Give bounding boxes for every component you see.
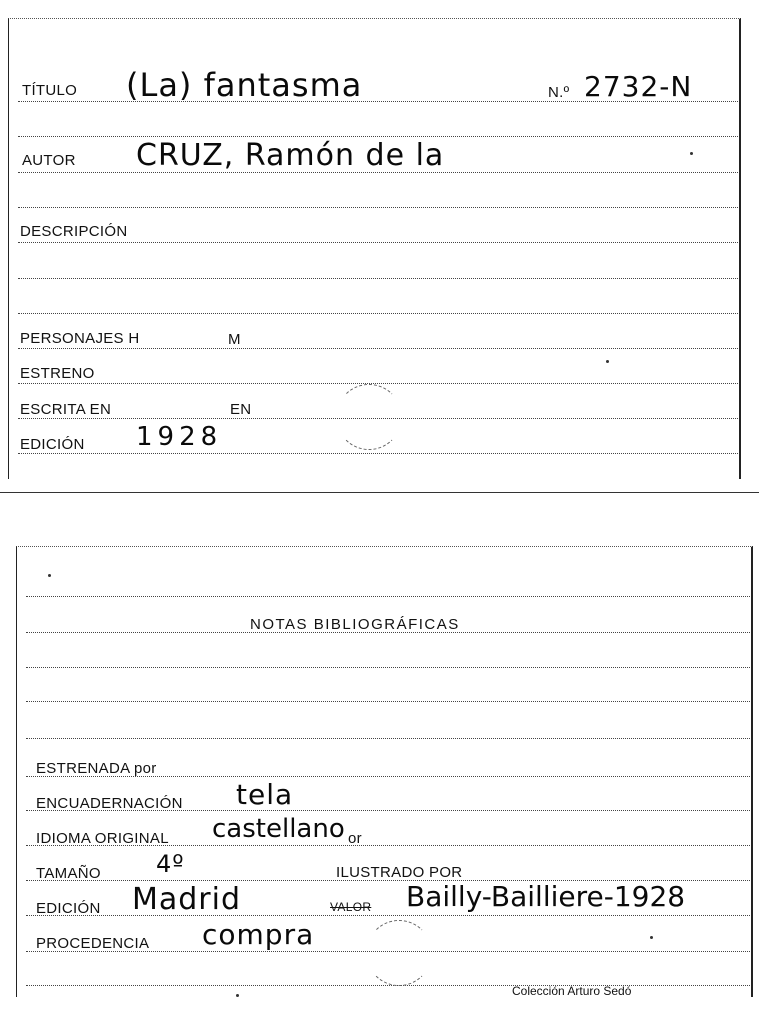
- collection-credit: Colección Arturo Sedó: [512, 984, 632, 998]
- edicion-label: EDICIÓN: [20, 436, 85, 453]
- escrita-en-label: EN: [230, 401, 252, 418]
- rule: [26, 596, 750, 597]
- idioma-label: IDIOMA ORIGINAL: [36, 830, 169, 847]
- numero-value: 2732-N: [584, 70, 693, 103]
- autor-value: CRUZ, Ramón de la: [136, 138, 445, 173]
- stamp-mark: [336, 384, 402, 450]
- estrenada-label: ESTRENADA por: [36, 760, 157, 777]
- ilustrado-label: ILUSTRADO POR: [336, 864, 463, 881]
- idioma-value: castellano: [212, 814, 345, 844]
- estreno-label: ESTRENO: [20, 365, 95, 382]
- rule: [26, 738, 750, 739]
- stamp-mark: [366, 920, 432, 986]
- rule: [18, 278, 738, 279]
- scan-speck: [650, 936, 653, 939]
- personajes-label: PERSONAJES H: [20, 330, 140, 347]
- scan-speck: [606, 360, 609, 363]
- idioma-suffix: or: [348, 830, 362, 847]
- edicion-rule: [18, 453, 738, 454]
- rule: [18, 136, 738, 137]
- rule: [26, 701, 750, 702]
- scan-speck: [48, 574, 51, 577]
- rule: [26, 667, 750, 668]
- personajes-rule: [18, 348, 738, 349]
- edicion-place-value: Madrid: [132, 882, 242, 917]
- escrita-label: ESCRITA EN: [20, 401, 112, 418]
- procedencia-value: compra: [202, 918, 315, 951]
- tamano-label: TAMAÑO: [36, 865, 101, 882]
- notas-heading: NOTAS BIBLIOGRÁFICAS: [250, 616, 460, 633]
- edicion-year-value: 1928: [136, 422, 223, 452]
- tamano-value: 4º: [156, 850, 185, 878]
- descripcion-label: DESCRIPCIÓN: [20, 223, 128, 240]
- titulo-label: TÍTULO: [22, 82, 78, 99]
- procedencia-label: PROCEDENCIA: [36, 935, 150, 952]
- rule: [18, 313, 738, 314]
- estreno-rule: [18, 383, 738, 384]
- publisher-value: Bailly-Bailliere-1928: [406, 880, 686, 913]
- encuadernacion-value: tela: [236, 778, 294, 811]
- autor-label: AUTOR: [22, 152, 76, 169]
- rule: [26, 985, 750, 986]
- titulo-value: (La) fantasma: [126, 66, 363, 104]
- valor-label: VALOR: [330, 900, 372, 914]
- scan-speck: [236, 994, 239, 997]
- scan-separator: [0, 492, 759, 493]
- numero-label: N.º: [548, 84, 570, 101]
- edicion-back-label: EDICIÓN: [36, 900, 101, 917]
- personajes-m-label: M: [228, 331, 241, 348]
- scan-speck: [690, 152, 693, 155]
- rule: [18, 207, 738, 208]
- descripcion-rule: [18, 242, 738, 243]
- encuadernacion-label: ENCUADERNACIÓN: [36, 795, 183, 812]
